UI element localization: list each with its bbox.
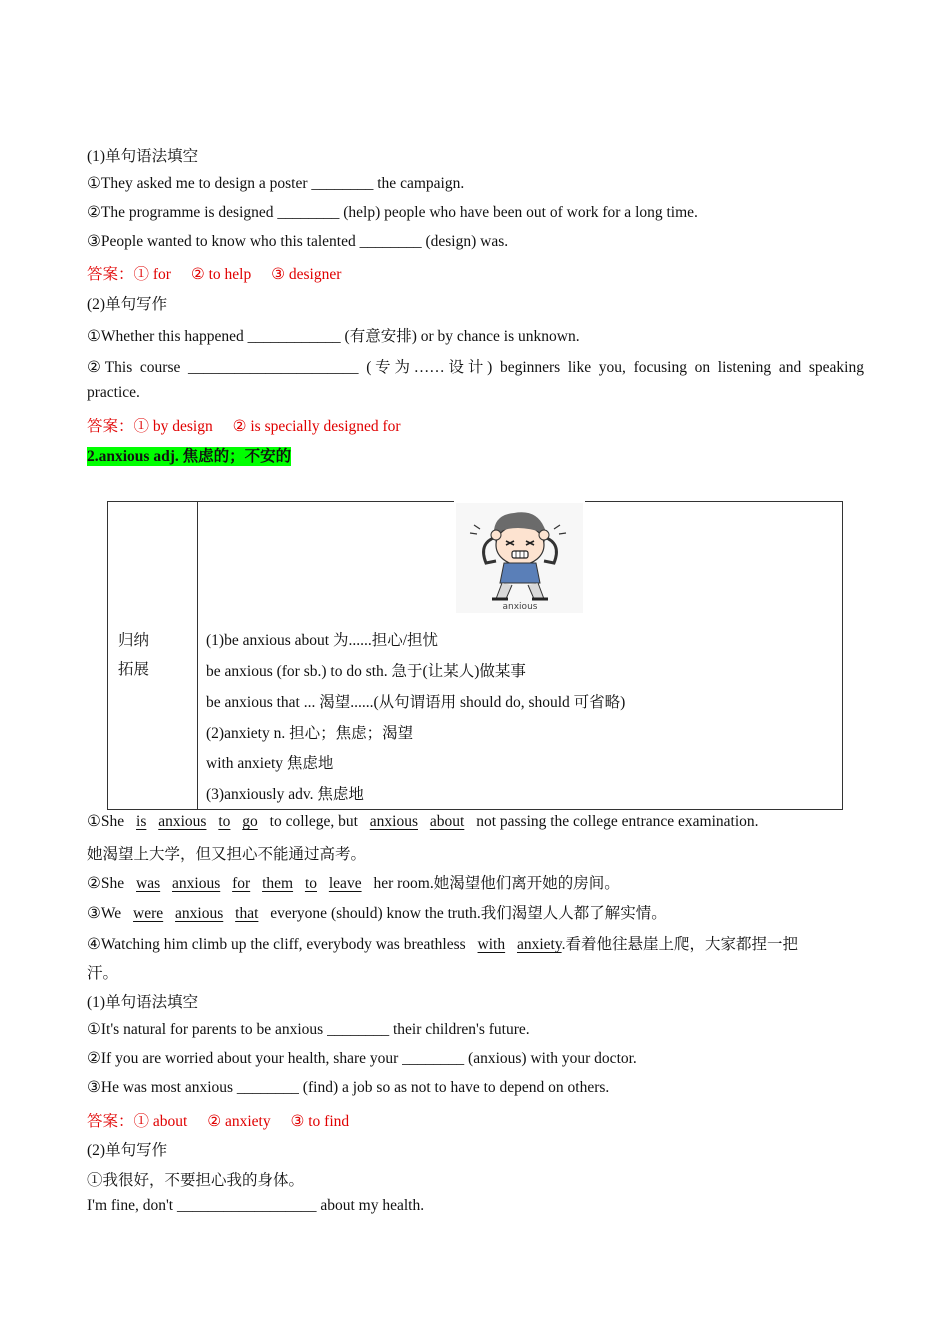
answer-2: ② is specially designed for — [232, 418, 401, 435]
example-4: ④Watching him climb up the cliff, everybody was breathless with anxiety.看着他往悬崖上爬，大家都捏一把 — [87, 936, 798, 953]
expansion-line-3: be anxious that ... 渴望......(从句谓语用 should do, should 可省略) — [206, 694, 626, 711]
answer-1: 答案：① by design — [87, 418, 213, 435]
section-heading-grammar: (1)单句语法填空 — [87, 148, 199, 165]
answer-3: ③ to find — [290, 1113, 350, 1130]
writing-1: ①Whether this happened ____________ (有意安排) or by chance is unknown. — [87, 328, 580, 345]
writing-2-continued: practice. — [87, 384, 140, 401]
expansion-line-2: be anxious (for sb.) to do sth. 急于(让某人)做某事 — [206, 663, 526, 680]
answer-1: 答案：① for — [87, 266, 171, 283]
example-4-continued: 汗。 — [87, 965, 119, 982]
label-cell — [108, 502, 198, 810]
expansion-line-6: (3)anxiously adv. 焦虑地 — [206, 786, 364, 803]
question-3: ③People wanted to know who this talented ________ (design) was. — [87, 233, 509, 250]
writing-2: ②This course ______________________ (专为……设计) beginners like you, focusing on listening and speaking — [87, 359, 864, 376]
question-3: ③He was most anxious ________ (find) a job so as not to have to depend on others. — [87, 1079, 610, 1096]
example-2: ②She was anxious for them to leave her room.她渴望他们离开她的房间。 — [87, 875, 620, 892]
anxious-illustration — [456, 503, 583, 613]
writing-1: ①我很好，不要担心我的身体。 — [87, 1172, 305, 1189]
vocab-heading: 2.anxious adj. 焦虑的；不安的 — [87, 448, 292, 465]
question-1: ①It's natural for parents to be anxious ________ their children's future. — [87, 1021, 530, 1038]
section-heading-writing: (2)单句写作 — [87, 296, 168, 313]
answer-2: ② to help — [190, 266, 252, 283]
table-label-2: 拓展 — [118, 661, 150, 678]
example-1: ①She is anxious to go to college, but anxious about not passing the college entrance examination. — [87, 813, 759, 830]
expansion-line-4: (2)anxiety n. 担心；焦虑；渴望 — [206, 725, 414, 742]
answer-line — [87, 262, 341, 284]
question-2: ②If you are worried about your health, share your ________ (anxious) with your doctor. — [87, 1050, 637, 1067]
section-heading-grammar-2: (1)单句语法填空 — [87, 994, 199, 1011]
table-label-1: 归纳 — [118, 632, 150, 649]
answer-line-2 — [87, 1109, 349, 1131]
answer-2: ② anxiety — [207, 1113, 271, 1130]
question-2: ②The programme is designed ________ (help) people who have been out of work for a long time. — [87, 204, 698, 221]
picture-caption: anxious — [502, 602, 538, 612]
expansion-line-1: (1)be anxious about 为......担心/担忧 — [206, 632, 439, 649]
answer-1: 答案：① about — [87, 1113, 188, 1130]
writing-1-english: I'm fine, don't __________________ about my health. — [87, 1197, 425, 1214]
example-3: ③We were anxious that everyone (should) know the truth.我们渴望人人都了解实情。 — [87, 905, 667, 922]
example-1-translation: 她渴望上大学，但又担心不能通过高考。 — [87, 846, 367, 863]
expansion-line-5: with anxiety 焦虑地 — [206, 755, 334, 772]
answer-3: ③ designer — [271, 266, 342, 283]
answer-line-writing — [87, 414, 401, 436]
section-heading-writing-2: (2)单句写作 — [87, 1142, 168, 1159]
question-1: ①They asked me to design a poster ________ the campaign. — [87, 175, 465, 192]
